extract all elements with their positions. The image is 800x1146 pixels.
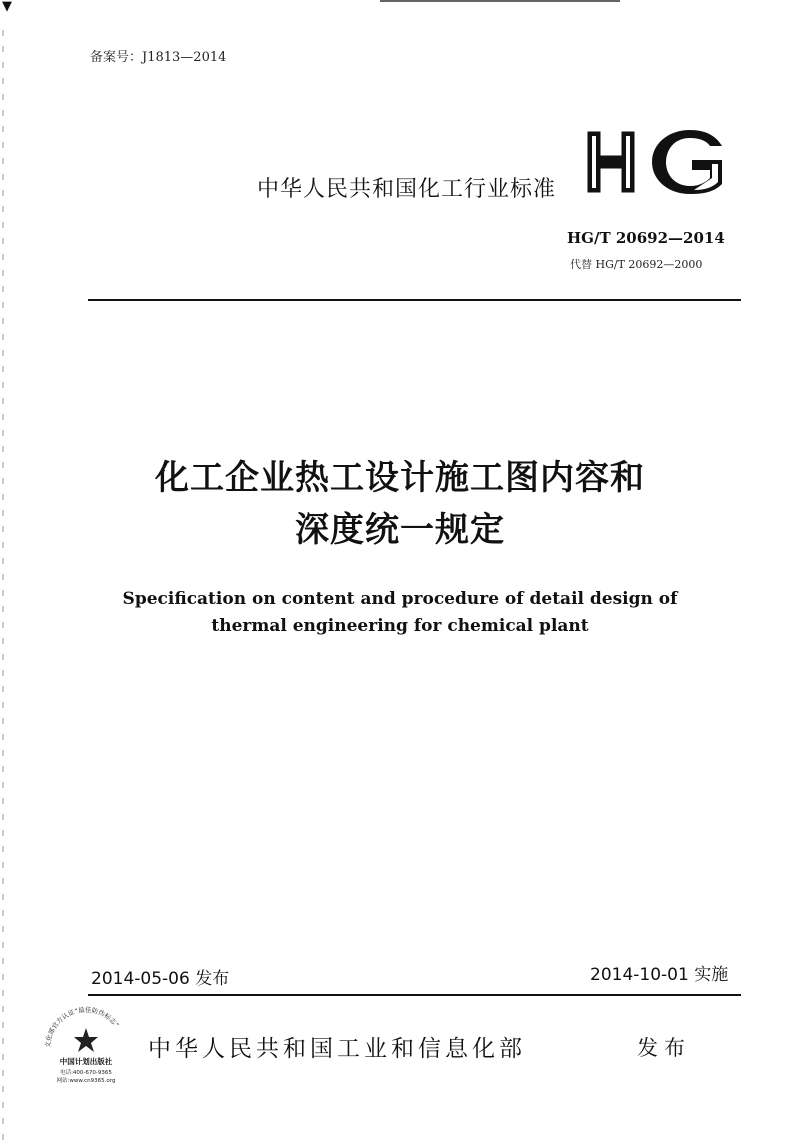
replaces-standard: 代替 HG/T 20692—2000 bbox=[570, 258, 703, 271]
corner-mark: ▼ bbox=[2, 0, 12, 14]
issue-date: 2014-05-06 发布 bbox=[91, 969, 230, 989]
star-emblem-icon bbox=[74, 1028, 98, 1052]
title-chinese-line-2: 深度统一规定 bbox=[295, 510, 505, 550]
scan-edge bbox=[0, 0, 6, 1142]
title-english-line-1: Specification on content and procedure of detail design of bbox=[122, 589, 678, 609]
footer-divider bbox=[88, 994, 741, 996]
issuing-authority: 中华人民共和国工业和信息化部 bbox=[148, 1036, 526, 1062]
anti-counterfeit-seal bbox=[40, 1002, 132, 1098]
standard-number: HG/T 20692—2014 bbox=[567, 229, 725, 247]
issue-label: 发布 bbox=[637, 1036, 691, 1060]
seal-arc-text: 文化部官方认证“最佳防伪标志” bbox=[43, 1005, 121, 1049]
implementation-date: 2014-10-01 实施 bbox=[590, 965, 729, 985]
title-chinese-line-1: 化工企业热工设计施工图内容和 bbox=[155, 458, 645, 498]
record-number: 备案号：J1813—2014 bbox=[90, 50, 227, 65]
seal-phone: 电话:400-670-9365 bbox=[60, 1070, 112, 1076]
industry-standard-label: 中华人民共和国化工行业标准 bbox=[257, 177, 557, 202]
seal-publisher: 中国计划出版社 bbox=[59, 1057, 113, 1066]
top-tick bbox=[380, 0, 620, 2]
title-chinese bbox=[0, 452, 800, 556]
hg-logo bbox=[586, 128, 728, 196]
header-divider bbox=[88, 299, 741, 301]
title-english-line-2: thermal engineering for chemical plant bbox=[211, 616, 589, 636]
title-english bbox=[0, 586, 800, 640]
seal-website: 网站:www.cn9365.org bbox=[56, 1078, 116, 1084]
